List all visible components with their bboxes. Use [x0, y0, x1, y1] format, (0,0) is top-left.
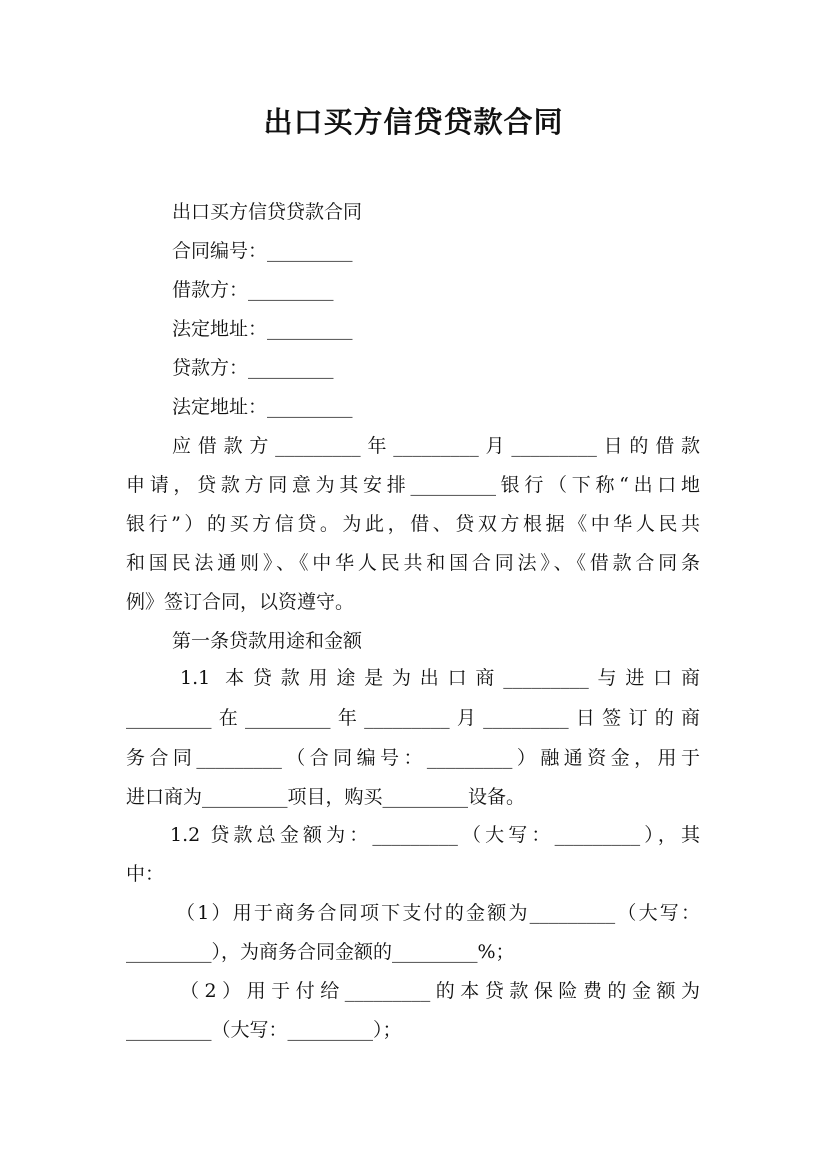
paragraph-line: 和国民法通则》、《中华人民共和国合同法》、《借款合同条 [126, 552, 700, 574]
paragraph-line: _________（大写：_________）； [126, 1019, 402, 1041]
paragraph-line: 贷款方：_________ [172, 357, 334, 379]
document-title: 出口买方信贷贷款合同 [263, 105, 564, 139]
paragraph-line: 进口商为_________项目，购买_________设备。 [126, 786, 526, 808]
paragraph-line: 务合同_________（合同编号：_________）融通资金，用于 [126, 747, 700, 769]
section-heading: 第一条贷款用途和金额 [172, 630, 363, 652]
paragraph-line: 法定地址：_________ [172, 396, 353, 418]
paragraph-line: 合同编号：_________ [172, 240, 353, 262]
paragraph-line: （2）用于付给_________的本贷款保险费的金额为 [180, 980, 700, 1002]
paragraph-line: 例》签订合同，以资遵守。 [126, 591, 355, 613]
paragraph-line: 1.1 本贷款用途是为出口商_________与进口商 [180, 667, 700, 689]
paragraph-line: 申请，贷款方同意为其安排_________银行（下称“出口地 [126, 474, 700, 496]
paragraph-line: _________在_________年_________月_________日签订的商 [126, 707, 700, 729]
paragraph-line: 银行”）的买方信贷。为此，借、贷双方根据《中华人民共 [126, 513, 700, 535]
paragraph-line: 中： [126, 863, 165, 885]
paragraph-line: 借款方：_________ [172, 279, 334, 301]
paragraph-line: （1）用于商务合同项下支付的金额为_________（大写： [176, 902, 700, 924]
paragraph-line: 应借款方_________年_________月_________日的借款 [172, 435, 700, 457]
paragraph-line: _________），为商务合同金额的_________%； [126, 941, 515, 963]
paragraph-line: 1.2 贷款总金额为：_________（大写：_________），其 [170, 824, 700, 846]
paragraph-line: 法定地址：_________ [172, 318, 353, 340]
paragraph-line: 出口买方信贷贷款合同 [172, 201, 363, 223]
